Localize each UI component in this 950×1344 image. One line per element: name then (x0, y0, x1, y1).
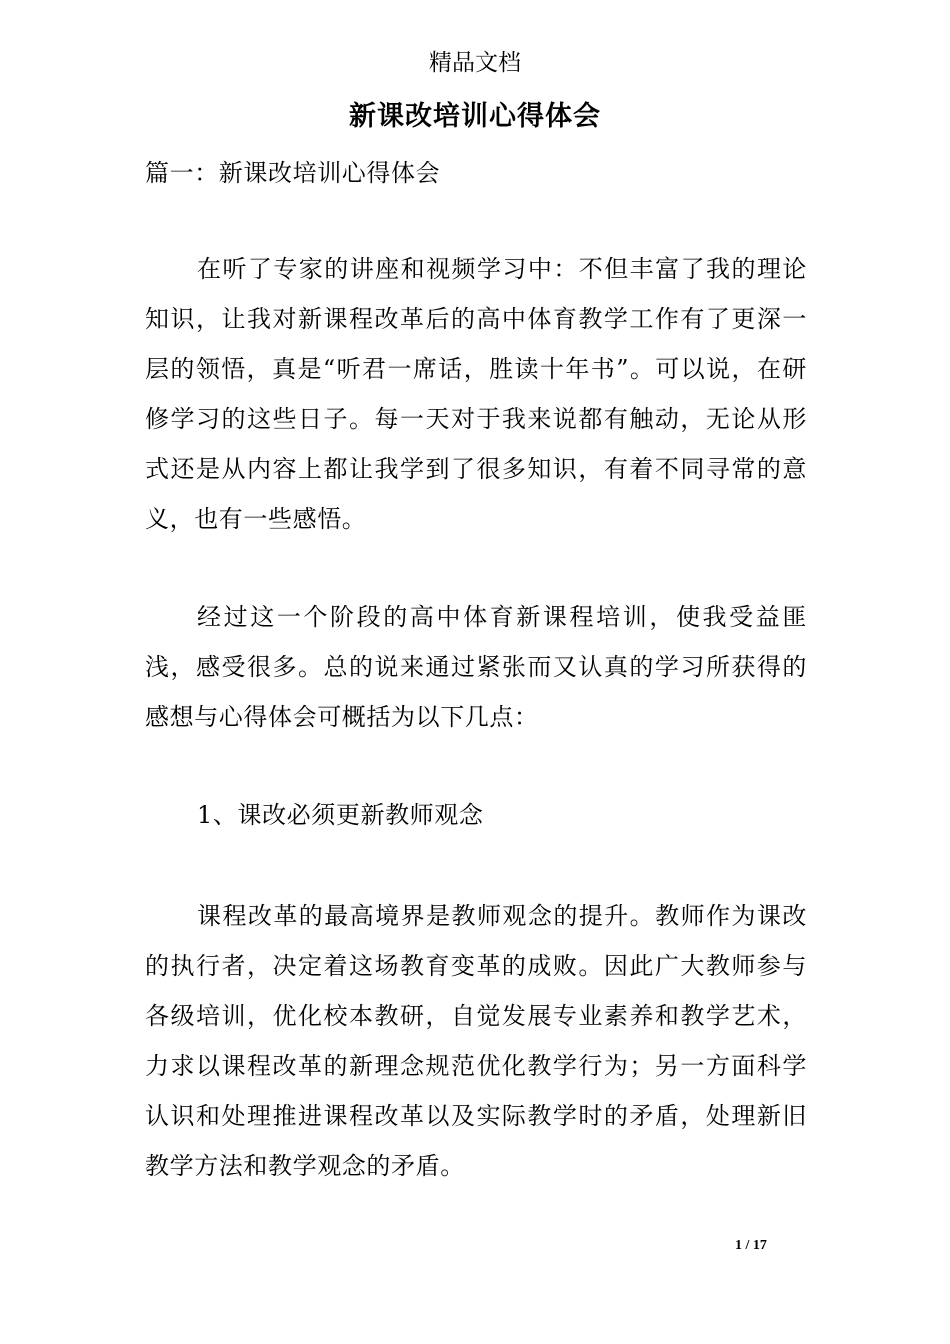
section-heading: 1、课改必须更新教师观念 (197, 801, 484, 829)
paragraph: 经过这一个阶段的高中体育新课程培训，使我受益匪浅，感受很多。总的说来通过紧张而又认真的学习所获得的感想与心得体会可概括为以下几点： (145, 603, 807, 731)
header-mark: 精品文档 (429, 50, 521, 76)
paragraph: 课程改革的最高境界是教师观念的提升。教师作为课改的执行者，决定着这场教育变革的成败。因此广大教师参与各级培训，优化校本教研，自觉发展专业素养和教学艺术，力求以课程改革的新理念规范优化教学行为；另一方面科学认识和处理推进课程改革以及实际教学时的矛盾，处理新旧教学方法和教学观念的矛盾。 (145, 902, 807, 1180)
document-subtitle: 篇一：新课改培训心得体会 (145, 159, 441, 187)
document-title: 新课改培训心得体会 (349, 101, 601, 132)
paragraph: 在听了专家的讲座和视频学习中：不但丰富了我的理论知识，让我对新课程改革后的高中体育教学工作有了更深一层的领悟，真是“听君一席话，胜读十年书”。可以说，在研修学习的这些日子。每一天对于我来说都有触动，无论从形式还是从内容上都让我学到了很多知识，有着不同寻常的意义，也有一些感悟。 (145, 255, 807, 533)
page-number: 1 / 17 (735, 1238, 767, 1253)
